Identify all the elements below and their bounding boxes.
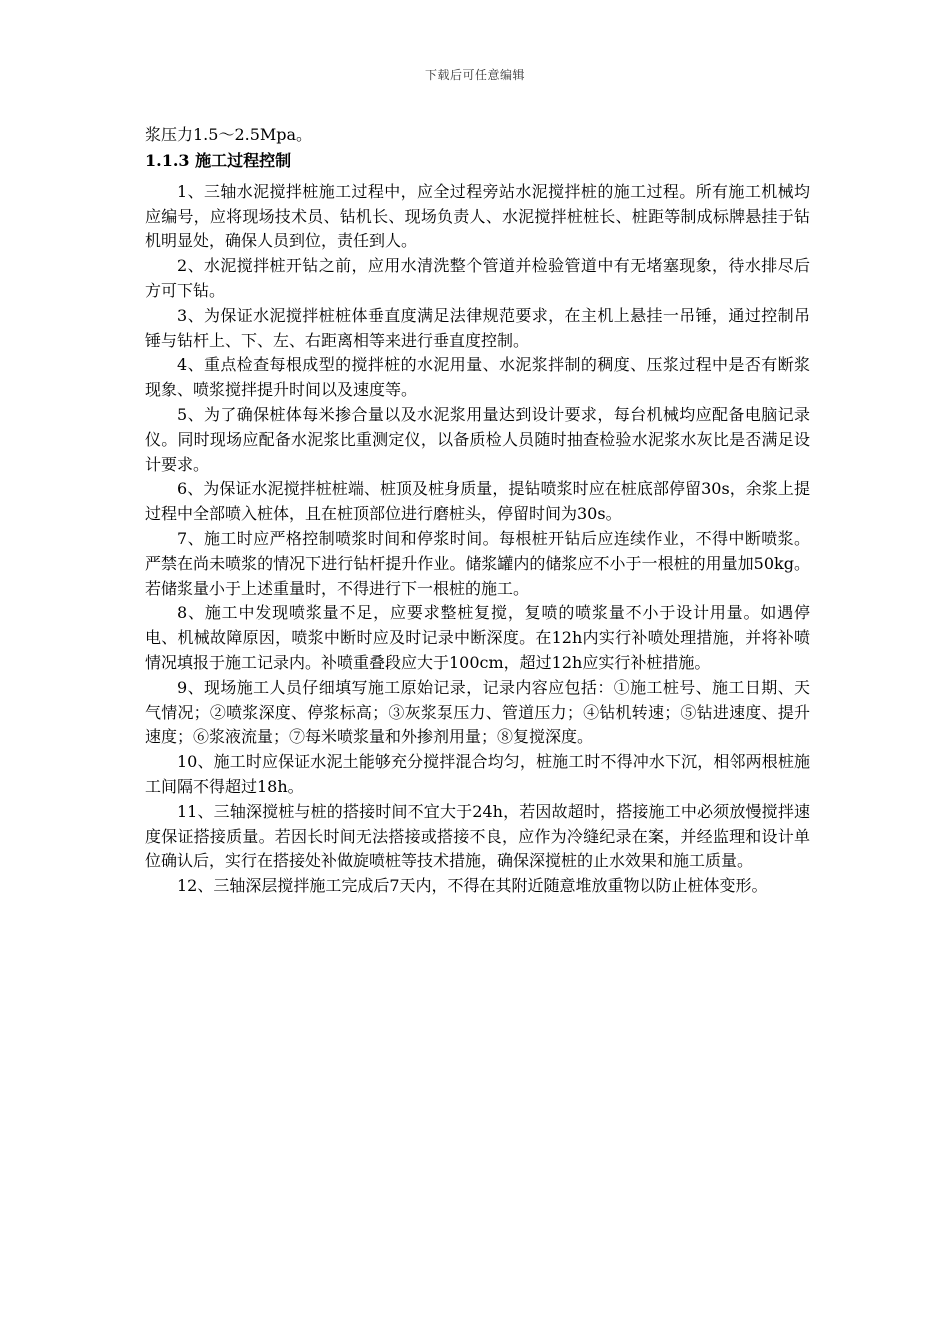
paragraph-6: 6、为保证水泥搅拌桩桩端、桩顶及桩身质量，提钻喷浆时应在桩底部停留30s，余浆上提过程中全部喷入桩体，且在桩顶部位进行磨桩头，停留时间为30s。 — [145, 479, 810, 524]
paragraph-10: 10、施工时应保证水泥土能够充分搅拌混合均匀，桩施工时不得冲水下沉，相邻两根桩施工间隔不得超过18h。 — [145, 752, 810, 796]
page-header: 下载后可任意编辑 — [424, 68, 525, 82]
lead-line: 浆压力1.5～2.5Mpa。 — [145, 125, 313, 144]
paragraph-3: 3、为保证水泥搅拌桩桩体垂直度满足法律规范要求，在主机上悬挂一吊锤，通过控制吊锤与钻杆上、下、左、右距离相等来进行垂直度控制。 — [145, 305, 810, 350]
paragraph-4: 4、重点检查每根成型的搅拌桩的水泥用量、水泥浆拌制的稠度、压浆过程中是否有断浆现象、喷浆搅拌提升时间以及速度等。 — [145, 355, 810, 400]
paragraph-1: 1、三轴水泥搅拌桩施工过程中，应全过程旁站水泥搅拌桩的施工过程。所有施工机械均应编号，应将现场技术员、钻机长、现场负责人、水泥搅拌桩桩长、桩距等制成标牌悬挂于钻机明显处，确保人员到位，责任到人。 — [145, 181, 810, 251]
paragraph-8: 8、施工中发现喷浆量不足，应要求整桩复搅，复喷的喷浆量不小于设计用量。如遇停电、机械故障原因，喷浆中断时应及时记录中断深度。在12h内实行补喷处理措施，并将补喷情况填报于施工记录内。补喷重叠段应大于100cm，超过12h应实行补桩措施。 — [145, 603, 810, 672]
paragraph-7: 7、施工时应严格控制喷浆时间和停浆时间。每根桩开钻后应连续作业，不得中断喷浆。严禁在尚未喷浆的情况下进行钻杆提升作业。储浆罐内的储浆应不小于一根桩的用量加50kg。若储浆量小于上述重量时，不得进行下一根桩的施工。 — [145, 528, 810, 598]
paragraph-5: 5、为了确保桩体每米掺合量以及水泥浆用量达到设计要求，每台机械均应配备电脑记录仪。同时现场应配备水泥浆比重测定仪，以备质检人员随时抽查检验水泥浆水灰比是否满足设计要求。 — [145, 404, 810, 474]
document-body — [145, 123, 810, 899]
paragraph-9: 9、现场施工人员仔细填写施工原始记录，记录内容应包括：①施工桩号、施工日期、天气情况；②喷浆深度、停浆标高；③灰浆泵压力、管道压力；④钻机转速；⑤钻进速度、提升速度；⑥浆液流量；⑦每米喷浆量和外掺剂用量；⑧复搅深度。 — [145, 677, 810, 747]
paragraph-2: 2、水泥搅拌桩开钻之前，应用水清洗整个管道并检验管道中有无堵塞现象，待水排尽后方可下钻。 — [145, 256, 810, 300]
section-heading: 1.1.3 施工过程控制 — [145, 150, 292, 170]
paragraph-11: 11、三轴深搅桩与桩的搭接时间不宜大于24h，若因故超时，搭接施工中必须放慢搅拌速度保证搭接质量。若因长时间无法搭接或搭接不良，应作为冷缝纪录在案，并经监理和设计单位确认后，实行在搭接处补做旋喷桩等技术措施，确保深搅桩的止水效果和施工质量。 — [145, 801, 810, 871]
paragraph-12: 12、三轴深层搅拌施工完成后7天内，不得在其附近随意堆放重物以防止桩体变形。 — [177, 876, 768, 896]
